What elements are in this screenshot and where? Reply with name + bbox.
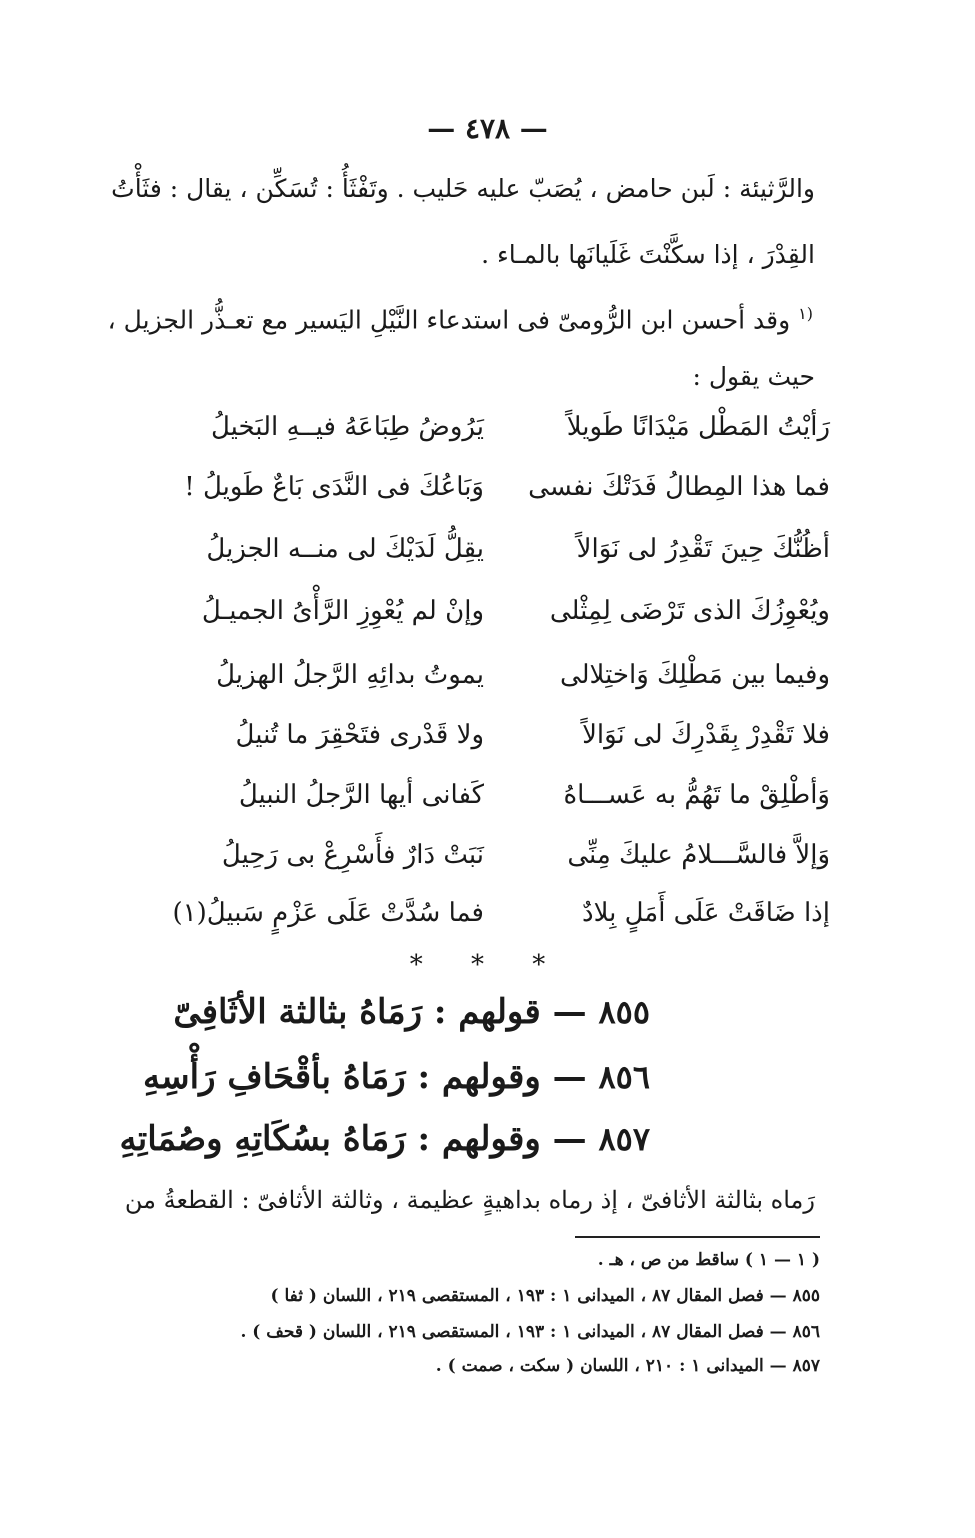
verse-line (140, 660, 830, 700)
verse-first-hemistich: وَإلاَّ فالسَّـــلامُ عليكَ مِنِّى (567, 840, 830, 870)
proverb-number: ٨٥٧ (598, 1120, 650, 1158)
verse-second-hemistich: فما سُدَّتْ عَلَى عَزْمٍ سَبيلُ(١) (172, 898, 484, 928)
proverb-heading (173, 992, 650, 1032)
asterism-separator: * * * (409, 950, 566, 980)
verse-line (140, 840, 830, 880)
paragraph-text: وقد أحسن ابن الرُّومىّ فى استدعاء النَّيْلِ اليَسير مع تعـذُّر الجزيل ، (107, 305, 791, 335)
footnote-reference: (١ (798, 304, 813, 323)
verse-first-hemistich: ويُعْوِزُكَ الذى تَرْضَى لِمِثْلى (549, 596, 830, 626)
verse-first-hemistich: إذا ضَاقَتْ عَلَى أَمَلٍ بِلادٌ (581, 898, 830, 928)
proverb-text: — وقولهم : رَمَاهُ بسُكَاتِهِ وصُمَاتِهِ (119, 1119, 587, 1159)
footnote-rule (575, 1236, 820, 1238)
verse-second-hemistich: وَبَاعُكَ فى النَّدَى بَاعٌ طَويلُ ! (184, 472, 484, 502)
verse-first-hemistich: وَأطْلِقْ ما تَهُمُّ به عَســـاهُ (563, 780, 830, 810)
intro-line: القِدْرَ ، إذا سكَّنْتَ غَلَيانَها بالمـاء . (481, 240, 815, 269)
verse-first-hemistich: فما هذا المِطالُ فَدَتْكَ نفسى (528, 472, 830, 502)
proverb-heading (119, 1119, 650, 1159)
proverb-number: ٨٥٥ (598, 993, 650, 1031)
verse-second-hemistich: يَرُوضُ طِبَاعَهُ فيــهِ البَخيلُ (210, 412, 484, 442)
verse-line (140, 596, 830, 636)
verse-line (140, 472, 830, 512)
footnote: ٨٥٦ — فصل المقال ٨٧ ، الميدانى ١ : ١٩٣ ، المستقصى ٢١٩ ، اللسان ( قحف ) . (240, 1322, 820, 1342)
verse-line (140, 720, 830, 760)
footnote: ٨٥٧ — الميدانى ١ : ٢١٠ ، اللسان ( سكت ، صمت ) . (435, 1356, 820, 1376)
verse-line (140, 780, 830, 820)
verse-line (140, 412, 830, 452)
verse-line (140, 534, 830, 574)
verse-first-hemistich: أظُنُّكَ حِينَ تَقْدِرُ لى نَوَالاً (576, 534, 830, 564)
proverb-text: — وقولهم : رَمَاهُ بأقْحَافِ رَأْسِهِ (142, 1057, 587, 1097)
verse-first-hemistich: وفيما بين مَطْلِكَ وَاختِلالى (559, 660, 830, 690)
verse-second-hemistich: نَبَتْ دَارٌ فأَسْرِعْ بى رَحِيلُ (221, 840, 484, 870)
intro-line: والرَّثيئة : لَبن حامض ، يُصَبّ عليه حَليب . وتَفْثَأُ : تُسَكِّن ، يقال : فثَأْتُ (111, 174, 815, 203)
verse-second-hemistich: يقِلُّ لَدَيْكَ لى منــه الجزيلُ (206, 534, 484, 564)
paragraph-line (107, 304, 813, 335)
proverb-text: — قولهم : رَمَاهُ بثالثة الأثَافِىّ (173, 992, 587, 1032)
verse-second-hemistich: كَفانى أيها الرَّجلُ النبيلُ (238, 780, 484, 810)
verse-first-hemistich: فلا تَقْدِرْ بِقَدْرِكَ لى نَوَالاً (582, 720, 830, 750)
page-number: — ٤٧٨ — (427, 112, 548, 145)
verse-second-hemistich: وإنْ لم يُعْوِزِ الرَّأْىُ الجميـلُ (201, 596, 484, 626)
paragraph-line: حيث يقول : (692, 362, 815, 391)
proverb-number: ٨٥٦ (598, 1058, 650, 1096)
verse-first-hemistich: رَأيْتُ المَطْل مَيْدَانًا طَويلاً (566, 412, 830, 442)
verse-second-hemistich: ولا قَدْرى فتَحْقِرَ ما تُنيلُ (235, 720, 484, 750)
proverb-heading (142, 1057, 650, 1097)
closing-line: رَماه بثالثة الأثافىّ ، إذ رماه بداهيةٍ عظيمة ، وثالثة الأثافىّ : القطعةُ من (124, 1186, 815, 1214)
footnote: ٨٥٥ — فصل المقال ٨٧ ، الميدانى ١ : ١٩٣ ، المستقصى ٢١٩ ، اللسان ( ثفا ) (270, 1286, 820, 1306)
verse-second-hemistich: يموتُ بدائِهِ الرَّجلُ الهزيلُ (216, 660, 484, 690)
verse-line (140, 898, 830, 938)
footnote: ( ١ — ١ ) ساقط من ص ، هـ . (597, 1250, 820, 1270)
